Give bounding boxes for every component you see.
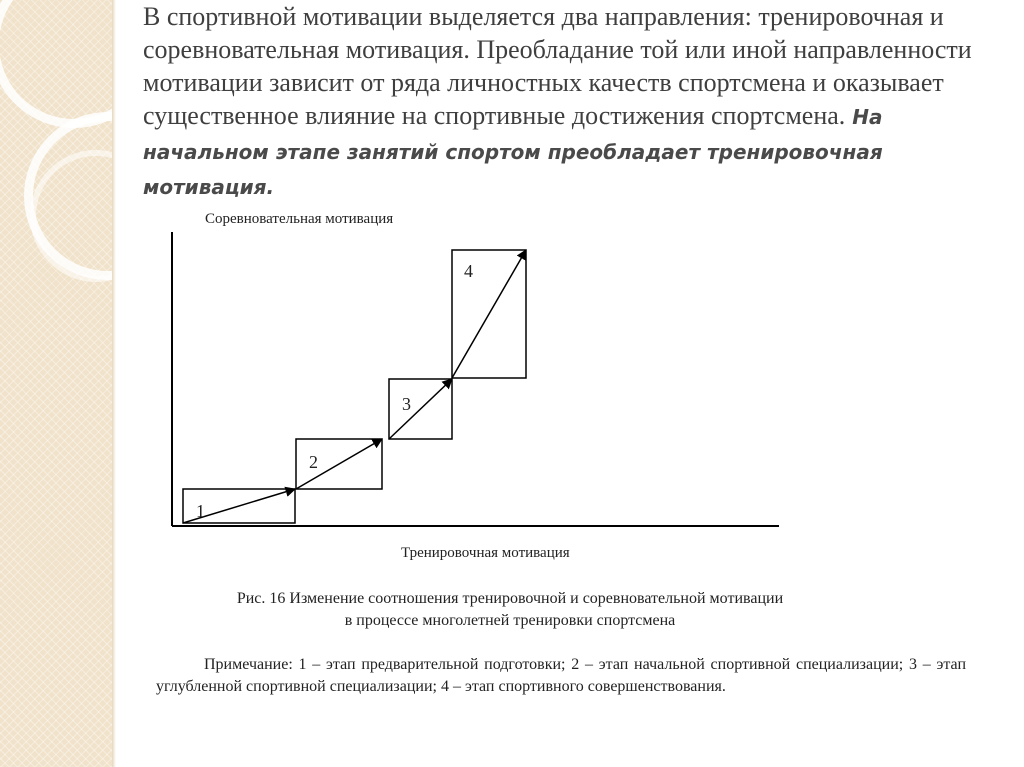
figure-note: Примечание: 1 – этап предварительной подготовки; 2 – этап начальной спортивной специализации; 3 – этап углубленной спортивной специализации; 4 – этап спортивного совершенствования. [156, 656, 966, 695]
caption-line-1: Рис. 16 Изменение соотношения тренировочной и соревновательной мотивации [236, 590, 784, 607]
stage-3-arrow [389, 379, 452, 439]
heading-main-text: В спортивной мотивации выделяется два направления: тренировочная и соревновательная мотивация. Преобладание той или иной направленности мотивации зависит от ряда личностных качеств спортсмена и оказывает существенное влияние на спортивные достижения спортсмена. [143, 2, 972, 130]
y-axis-label: Соревновательная мотивация [205, 211, 394, 227]
heading-accent-text: На начальном этапе занятий спортом преобладает тренировочная мотивация. [143, 105, 883, 199]
caption-line-2: в процессе многолетней тренировки спортсмена [344, 612, 676, 629]
stage-2-label: 2 [309, 452, 318, 472]
stage-1-label: 1 [196, 501, 205, 521]
stage-3-label: 3 [402, 394, 411, 414]
x-axis-label: Тренировочная мотивация [401, 545, 570, 561]
figure-caption [150, 588, 870, 632]
stage-4-label: 4 [464, 261, 473, 281]
